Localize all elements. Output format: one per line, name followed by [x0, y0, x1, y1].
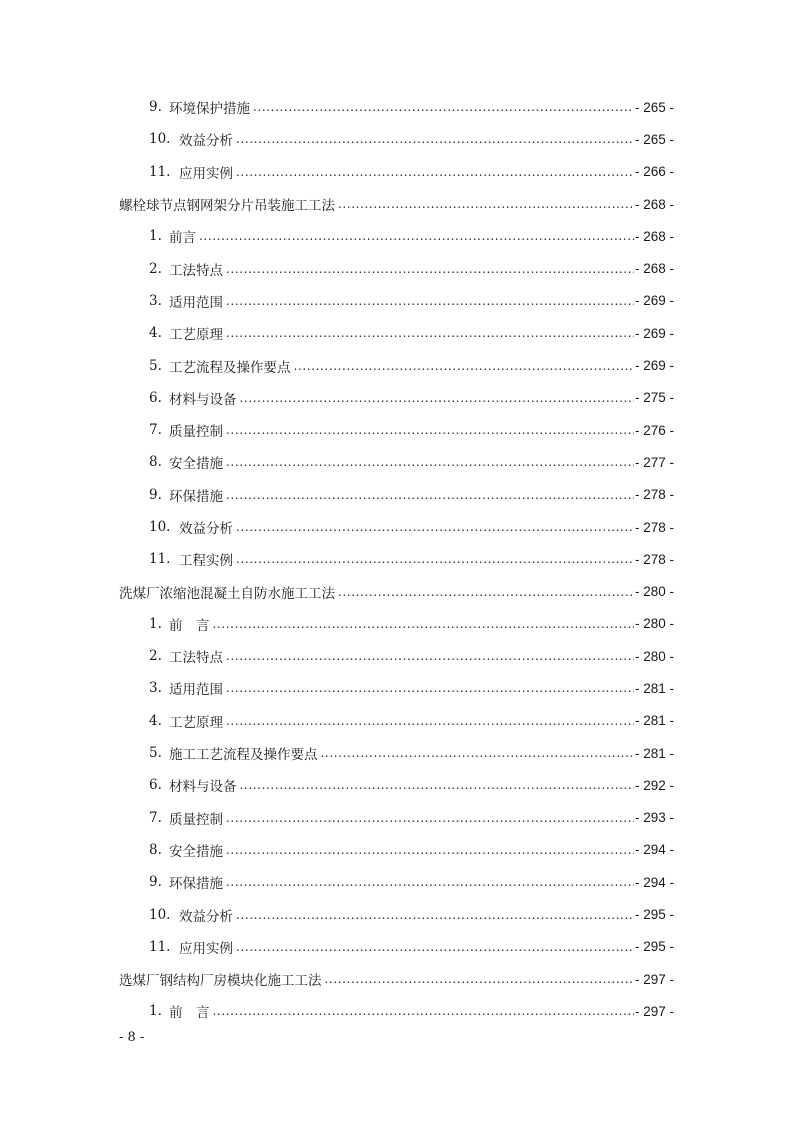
dot-leader — [226, 455, 634, 469]
toc-entry-label: 材料与设备 — [169, 391, 237, 408]
dot-leader — [253, 100, 634, 114]
toc-entry-page: - 268 - — [634, 261, 674, 277]
toc-section-entry[interactable] — [0, 898, 793, 930]
toc-entry-label: 工艺流程及操作要点 — [169, 359, 291, 376]
toc-entry-label: 施工工艺流程及操作要点 — [169, 747, 318, 764]
toc-entry-number: 9. — [149, 874, 162, 891]
dot-leader — [226, 262, 634, 276]
toc-entry-label: 工艺原理 — [169, 327, 223, 344]
toc-entry-number: 2. — [149, 648, 162, 665]
dot-leader — [226, 294, 634, 308]
toc-section-entry[interactable] — [0, 543, 793, 575]
toc-entry-page: - 292 - — [634, 777, 674, 793]
toc-section-entry[interactable] — [0, 995, 793, 1027]
toc-entry-label: 螺栓球节点钢网架分片吊装施工工法 — [119, 198, 335, 215]
toc-section-entry[interactable] — [0, 866, 793, 898]
dot-leader — [226, 843, 634, 857]
toc-entry-page: - 280 - — [634, 584, 674, 600]
toc-section-entry[interactable] — [0, 382, 793, 414]
toc-section-entry[interactable] — [0, 156, 793, 188]
toc-entry-label: 适用范围 — [169, 294, 223, 311]
toc-entry-page: - 278 - — [634, 487, 674, 503]
toc-entry-number: 9. — [149, 486, 162, 503]
toc-entry-page: - 269 - — [634, 358, 674, 374]
toc-entry-number: 10. — [149, 906, 171, 923]
toc-entry-page: - 281 - — [634, 680, 674, 696]
toc-entry-label: 前言 — [169, 230, 196, 247]
dot-leader — [321, 746, 634, 760]
dot-leader — [213, 617, 634, 631]
page-number: - 8 - — [119, 1030, 145, 1045]
toc-entry-page: - 294 - — [634, 842, 674, 858]
toc-section-entry[interactable] — [0, 608, 793, 640]
dot-leader — [236, 132, 634, 146]
toc-entry-label: 效益分析 — [179, 133, 233, 150]
toc-entry-label: 工艺原理 — [169, 714, 223, 731]
toc-entry-number: 11. — [149, 938, 171, 955]
dot-leader — [226, 681, 634, 695]
toc-chapter-entry[interactable] — [0, 188, 793, 220]
toc-entry-number: 11. — [149, 163, 171, 180]
toc-entry-label: 洗煤厂浓缩池混凝土自防水施工工法 — [119, 585, 335, 602]
table-of-contents — [0, 91, 793, 1028]
toc-section-entry[interactable] — [0, 931, 793, 963]
toc-entry-page: - 277 - — [634, 454, 674, 470]
toc-entry-page: - 276 - — [634, 422, 674, 438]
toc-entry-page: - 297 - — [634, 1003, 674, 1019]
toc-section-entry[interactable] — [0, 252, 793, 284]
toc-entry-page: - 266 - — [634, 164, 674, 180]
dot-leader — [213, 1004, 634, 1018]
toc-entry-page: - 275 - — [634, 390, 674, 406]
toc-entry-number: 10. — [149, 519, 171, 535]
dot-leader — [226, 649, 634, 663]
toc-entry-page: - 297 - — [634, 971, 674, 987]
toc-entry-label: 前 言 — [169, 1005, 210, 1022]
toc-entry-page: - 281 - — [634, 713, 674, 729]
toc-entry-page: - 269 - — [634, 325, 674, 341]
toc-entry-label: 安全措施 — [169, 456, 223, 473]
dot-leader — [338, 197, 634, 211]
toc-entry-label: 应用实例 — [179, 940, 233, 957]
toc-section-entry[interactable] — [0, 479, 793, 511]
toc-entry-label: 材料与设备 — [169, 779, 237, 796]
toc-entry-page: - 278 - — [634, 551, 674, 567]
toc-entry-label: 效益分析 — [179, 908, 233, 925]
dot-leader — [226, 326, 634, 340]
toc-section-entry[interactable] — [0, 737, 793, 769]
dot-leader — [240, 778, 634, 792]
dot-leader — [325, 972, 634, 986]
toc-entry-label: 质量控制 — [169, 424, 223, 441]
dot-leader — [338, 585, 634, 599]
toc-entry-page: - 293 - — [634, 810, 674, 826]
toc-entry-number: 7. — [149, 809, 162, 826]
dot-leader — [226, 875, 634, 889]
toc-entry-page: - 269 - — [634, 293, 674, 309]
dot-leader — [236, 552, 634, 566]
toc-entry-page: - 294 - — [634, 874, 674, 890]
dot-leader — [236, 908, 634, 922]
toc-entry-label: 工法特点 — [169, 650, 223, 667]
toc-section-entry[interactable] — [0, 705, 793, 737]
toc-section-entry[interactable] — [0, 640, 793, 672]
toc-section-entry[interactable] — [0, 317, 793, 349]
toc-entry-page: - 281 - — [634, 745, 674, 761]
dot-leader — [236, 165, 634, 179]
toc-section-entry[interactable] — [0, 511, 793, 543]
toc-section-entry[interactable] — [0, 834, 793, 866]
toc-section-entry[interactable] — [0, 414, 793, 446]
toc-chapter-entry[interactable] — [0, 575, 793, 607]
toc-entry-number: 5. — [149, 357, 162, 374]
toc-entry-number: 3. — [149, 292, 162, 309]
dot-leader — [236, 520, 634, 534]
toc-section-entry[interactable] — [0, 769, 793, 801]
toc-entry-label: 前 言 — [169, 617, 210, 634]
toc-entry-page: - 280 - — [634, 648, 674, 664]
toc-entry-label: 环保措施 — [169, 488, 223, 505]
dot-leader — [294, 359, 634, 373]
dot-leader — [226, 714, 634, 728]
toc-entry-page: - 265 - — [634, 131, 674, 147]
toc-entry-page: - 295 - — [634, 939, 674, 955]
toc-section-entry[interactable] — [0, 672, 793, 704]
dot-leader — [226, 488, 634, 502]
toc-section-entry[interactable] — [0, 802, 793, 834]
toc-entry-label: 安全措施 — [169, 843, 223, 860]
toc-entry-label: 工法特点 — [169, 262, 223, 279]
dot-leader — [199, 229, 634, 243]
toc-section-entry[interactable] — [0, 285, 793, 317]
toc-entry-number: 1. — [149, 228, 162, 245]
toc-entry-number: 1. — [149, 615, 162, 632]
toc-entry-page: - 278 - — [634, 519, 674, 535]
dot-leader — [240, 391, 634, 405]
toc-entry-number: 1. — [149, 1003, 162, 1020]
toc-entry-number: 7. — [149, 422, 162, 439]
toc-section-entry[interactable] — [0, 220, 793, 252]
toc-entry-number: 8. — [149, 454, 162, 471]
toc-entry-page: - 265 - — [634, 99, 674, 115]
toc-entry-number: 4. — [149, 325, 162, 342]
toc-section-entry[interactable] — [0, 349, 793, 381]
toc-entry-label: 环境保护措施 — [169, 101, 250, 118]
toc-entry-number: 11. — [149, 551, 171, 568]
toc-section-entry[interactable] — [0, 446, 793, 478]
dot-leader — [226, 423, 634, 437]
toc-entry-label: 环保措施 — [169, 876, 223, 893]
toc-entry-number: 4. — [149, 712, 162, 729]
toc-entry-label: 质量控制 — [169, 811, 223, 828]
toc-section-entry[interactable] — [0, 91, 793, 123]
toc-entry-number: 10. — [149, 131, 171, 148]
dot-leader — [226, 811, 634, 825]
toc-entry-number: 5. — [149, 745, 162, 762]
toc-entry-number: 6. — [149, 389, 162, 406]
toc-entry-label: 应用实例 — [179, 165, 233, 182]
toc-entry-page: - 280 - — [634, 616, 674, 632]
toc-entry-page: - 268 - — [634, 196, 674, 212]
toc-entry-number: 9. — [149, 99, 162, 116]
toc-entry-page: - 268 - — [634, 228, 674, 244]
toc-entry-page: - 295 - — [634, 907, 674, 923]
toc-entry-number: 2. — [149, 260, 162, 277]
toc-entry-number: 8. — [149, 841, 162, 858]
toc-entry-number: 3. — [149, 680, 162, 697]
toc-entry-label: 适用范围 — [169, 682, 223, 699]
dot-leader — [236, 940, 634, 954]
toc-entry-label: 工程实例 — [179, 553, 233, 570]
toc-section-entry[interactable] — [0, 123, 793, 155]
toc-entry-label: 选煤厂钢结构厂房模块化施工工法 — [119, 973, 322, 990]
toc-chapter-entry[interactable] — [0, 963, 793, 995]
toc-entry-number: 6. — [149, 777, 162, 794]
toc-entry-label: 效益分析 — [179, 521, 233, 537]
